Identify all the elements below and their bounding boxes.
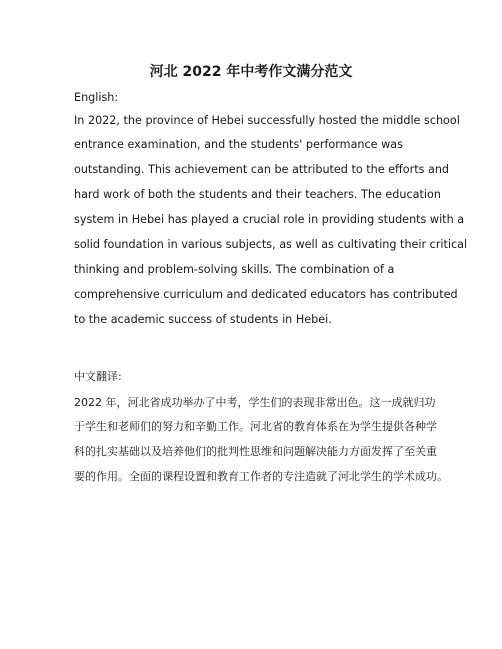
english-heading: English: bbox=[74, 91, 119, 104]
english-line: to the academic success of students in Hebei. bbox=[74, 313, 332, 326]
english-line: comprehensive curriculum and dedicated educators has contributed bbox=[74, 288, 458, 301]
chinese-line: 2022 年，河北省成功举办了中考，学生们的表现非常出色。这一成就归功 bbox=[74, 396, 436, 409]
chinese-line: 科的扎实基础以及培养他们的批判性思维和问题解决能力方面发挥了至关重 bbox=[74, 445, 437, 458]
english-line: In 2022, the province of Hebei successfully hosted the middle school bbox=[74, 114, 460, 127]
english-line: hard work of both the students and their teachers. The education bbox=[74, 188, 441, 201]
document-title: 河北 2022 年中考作文满分范文 bbox=[149, 64, 353, 80]
chinese-line: 要的作用。全面的课程设置和教育工作者的专注造就了河北学生的学术成功。 bbox=[74, 470, 448, 483]
chinese-heading: 中文翻译: bbox=[74, 370, 122, 383]
english-line: thinking and problem-solving skills. The combination of a bbox=[74, 263, 395, 276]
english-line: entrance examination, and the students' performance was bbox=[74, 138, 403, 151]
chinese-line: 于学生和老师们的努力和辛勤工作。河北省的教育体系在为学生提供各种学 bbox=[74, 420, 437, 433]
english-line: system in Hebei has played a crucial role in providing students with a bbox=[74, 213, 465, 226]
english-line: outstanding. This achievement can be attributed to the efforts and bbox=[74, 163, 450, 176]
english-line: solid foundation in various subjects, as well as cultivating their critical bbox=[74, 238, 468, 251]
